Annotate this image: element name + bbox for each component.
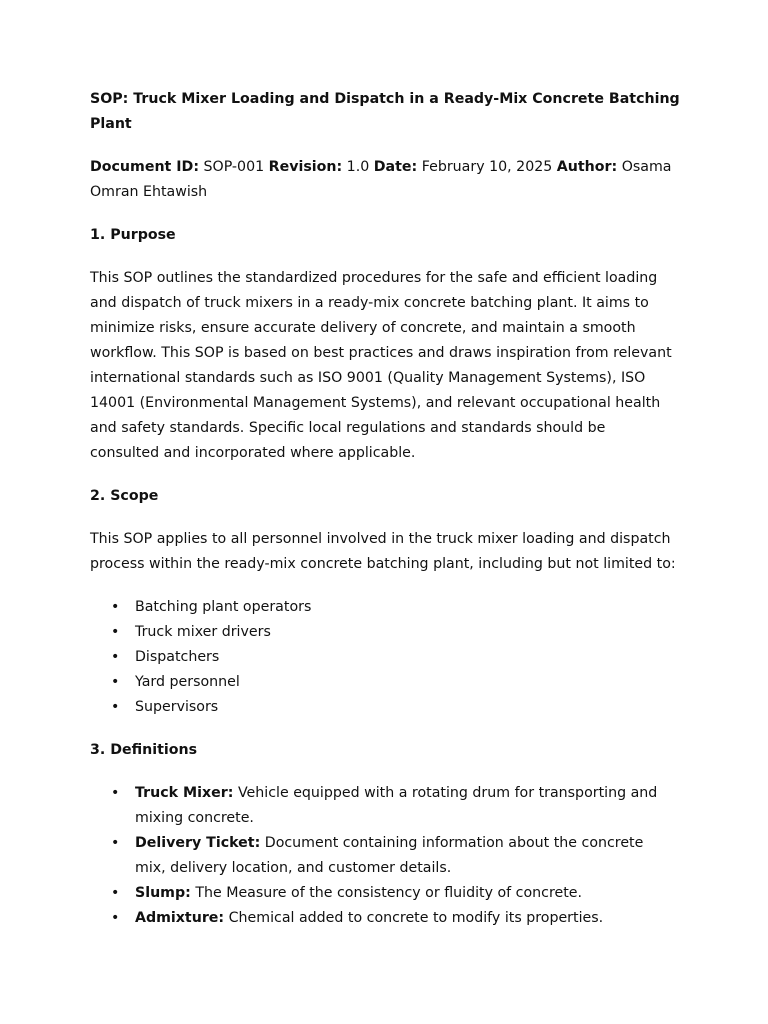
definition-term: Truck Mixer: — [135, 785, 234, 801]
date-value: February 10, 2025 — [421, 159, 553, 175]
list-item — [135, 781, 678, 831]
list-item — [135, 831, 678, 881]
list-item: • Dispatchers — [135, 645, 678, 670]
definition-text: Document containing information about the concrete mix, delivery location, and customer details. — [135, 835, 644, 876]
section-heading-purpose: 1. Purpose — [90, 227, 176, 243]
document-title: SOP: Truck Mixer Loading and Dispatch in a Ready-Mix Concrete Batching Plant — [90, 91, 680, 132]
scope-paragraph: This SOP applies to all personnel involved in the truck mixer loading and dispatch process within the ready-mix concrete batching plant, including but not limited to: — [90, 531, 676, 572]
list-item: • Yard personnel — [135, 670, 678, 695]
list-item: • Supervisors — [135, 695, 678, 720]
revision-value: 1.0 — [346, 159, 370, 175]
scope-list — [90, 595, 678, 720]
doc-id-value: SOP-001 — [203, 159, 265, 175]
revision-label: Revision: — [268, 159, 343, 175]
author-value: Osama Omran Ehtawish — [90, 159, 672, 200]
list-item: • Batching plant operators — [135, 595, 678, 620]
doc-id-label: Document ID: — [90, 159, 199, 175]
definition-text: Chemical added to concrete to modify its properties. — [228, 910, 604, 926]
list-item: • Truck mixer drivers — [135, 620, 678, 645]
list-item — [135, 881, 678, 906]
author-label: Author: — [556, 159, 618, 175]
document-meta — [90, 155, 678, 205]
definition-text: The Measure of the consistency or fluidity of concrete. — [195, 885, 582, 901]
purpose-paragraph: This SOP outlines the standardized procedures for the safe and efficient loading and dispatch of truck mixers in a ready-mix concrete batching plant. It aims to minimize risks, ensure accurate delivery of concrete, and maintain a smooth workflow. This SOP is based on best practices and draws inspiration from relevant international standards such as ISO 9001 (Quality Management Systems), ISO 14001 (Environmental Management Systems), and relevant occupational health and safety standards. Specific local regulations and standards should be consulted and incorporated where applicable. — [90, 270, 672, 461]
definition-term: Slump: — [135, 885, 191, 901]
section-heading-definitions: 3. Definitions — [90, 742, 198, 758]
definition-text: Vehicle equipped with a rotating drum for transporting and mixing concrete. — [135, 785, 658, 826]
definitions-list — [90, 781, 678, 931]
definition-term: Admixture: — [135, 910, 225, 926]
section-heading-scope: 2. Scope — [90, 488, 159, 504]
list-item — [135, 906, 678, 931]
date-label: Date: — [373, 159, 418, 175]
definition-term: Delivery Ticket: — [135, 835, 261, 851]
